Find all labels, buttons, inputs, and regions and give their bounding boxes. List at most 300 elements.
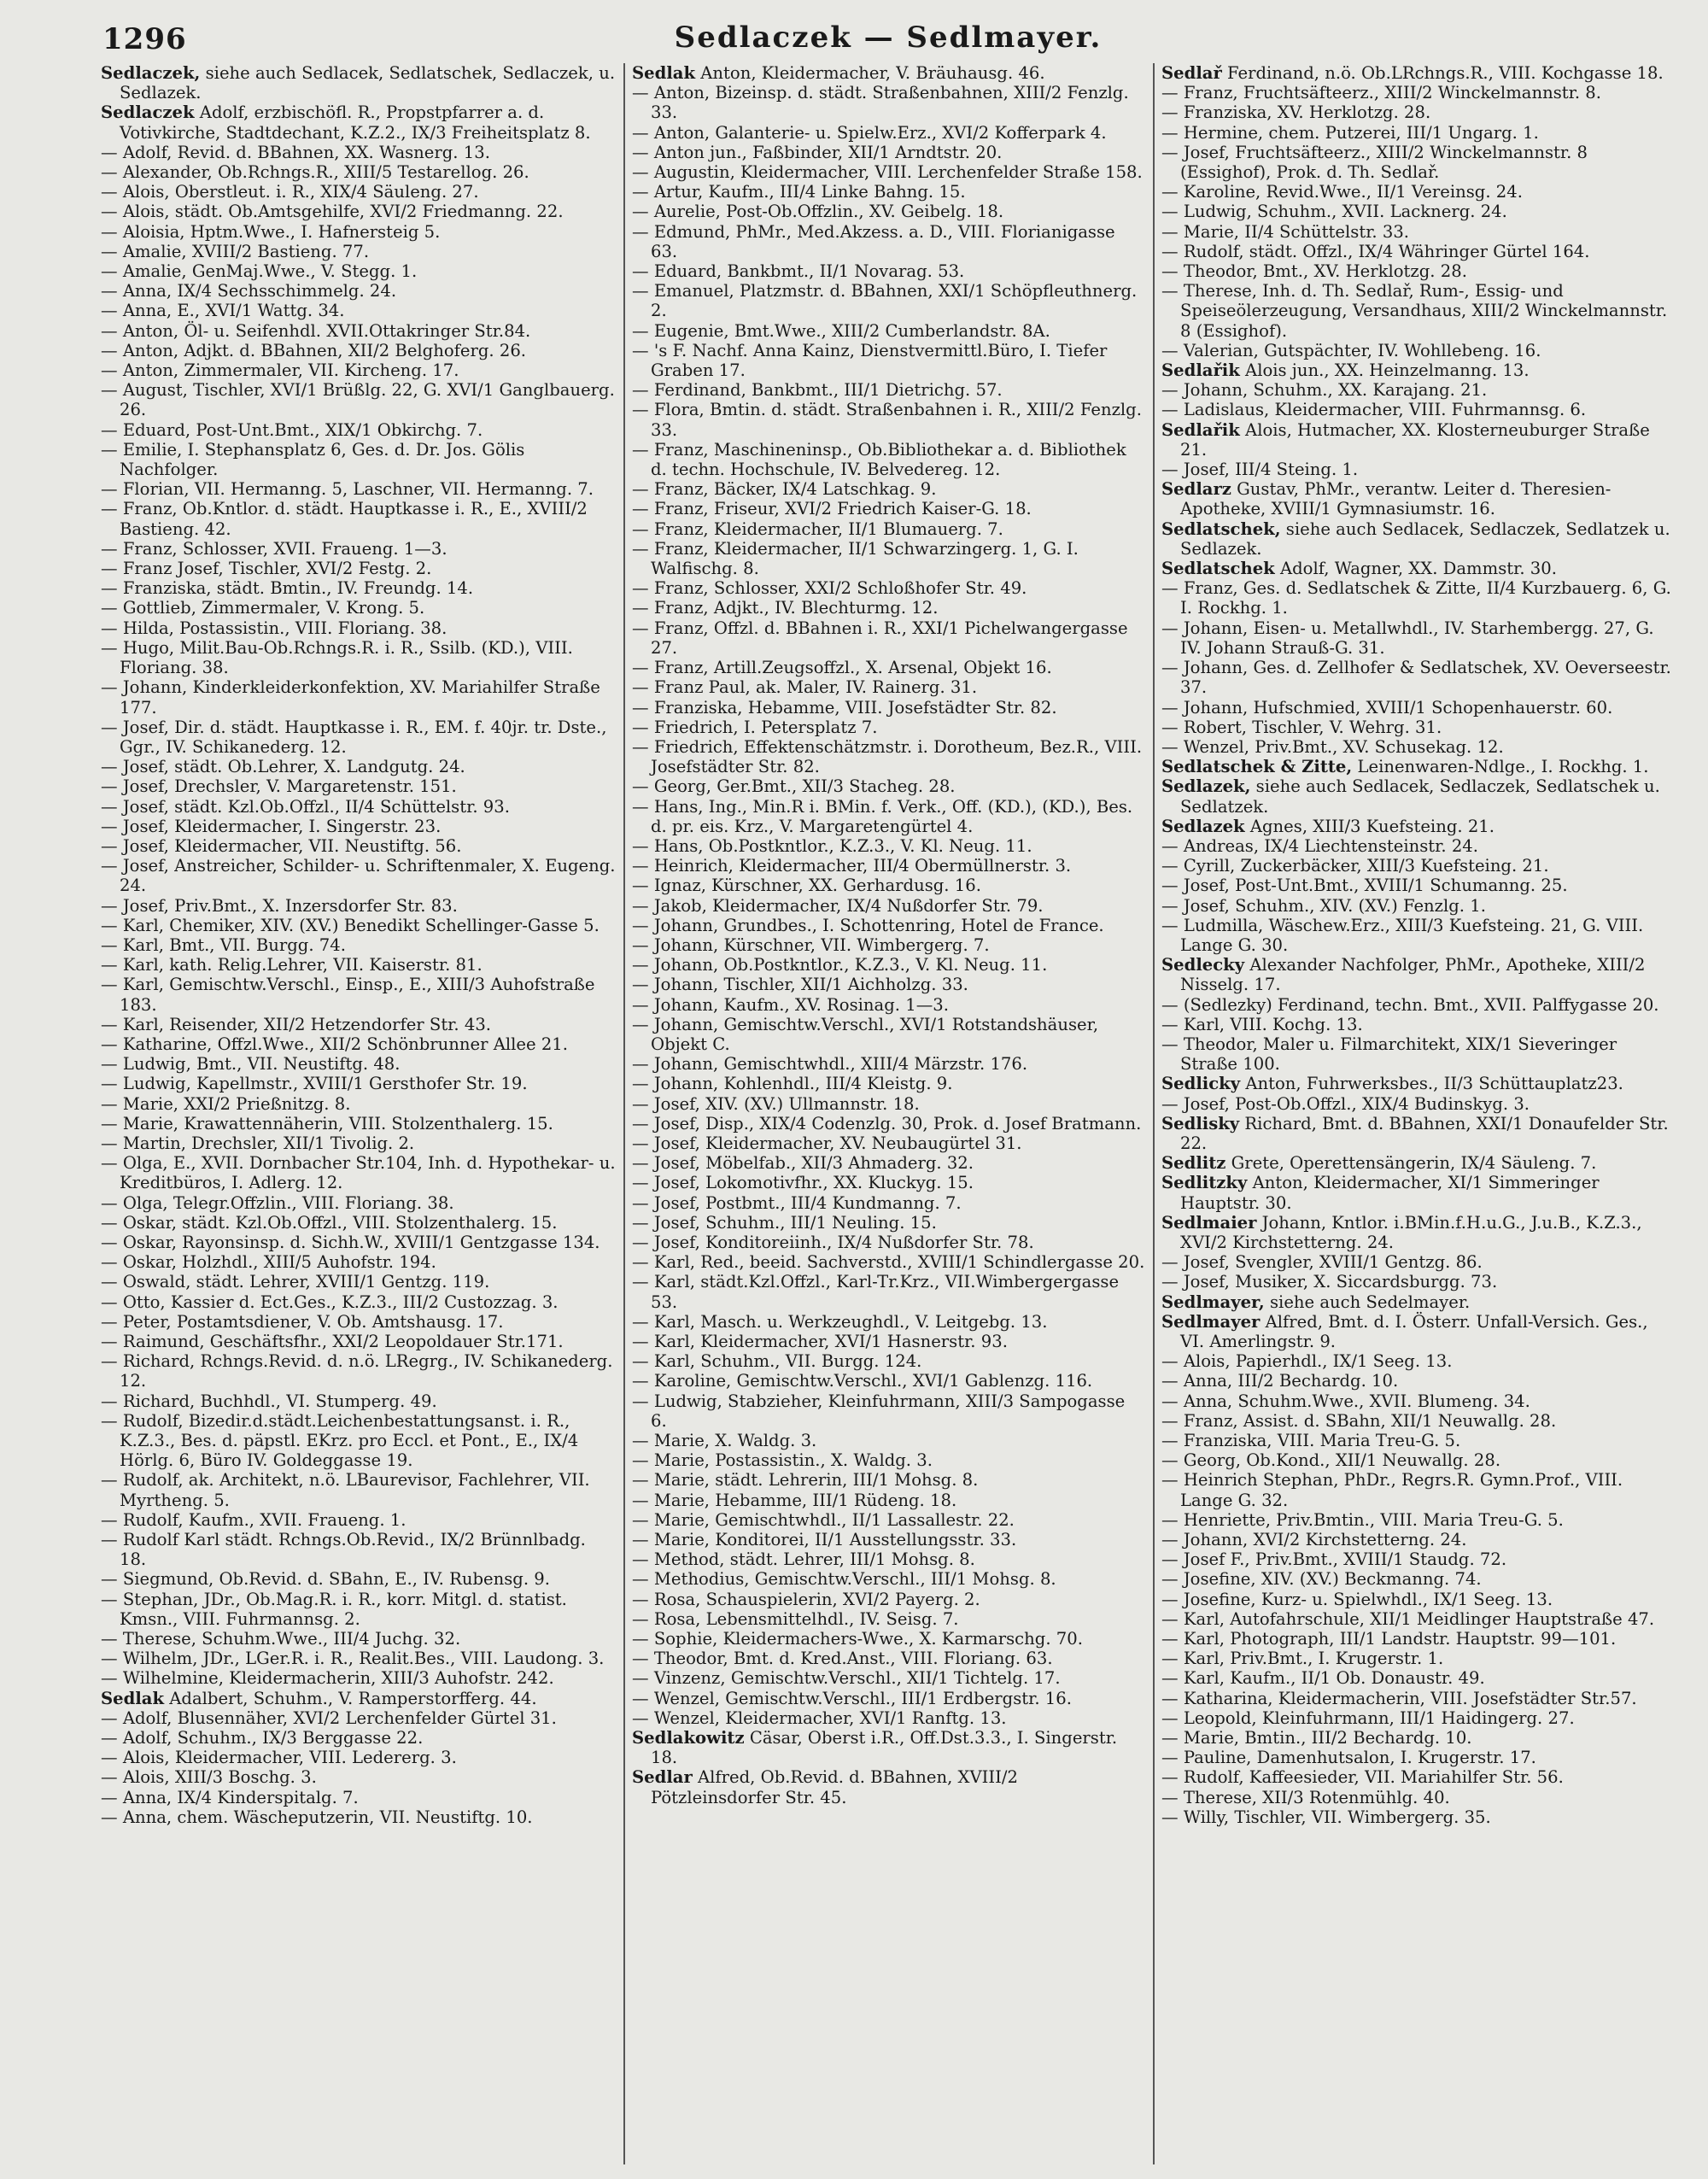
directory-entry bbox=[1161, 1807, 1676, 1827]
directory-entry bbox=[101, 261, 617, 281]
directory-entry bbox=[101, 559, 617, 578]
entry-text: — Therese, Schuhm.Wwe., III/4 Juchg. 32. bbox=[101, 1629, 461, 1649]
entry-text: — Josef, Post-Unt.Bmt., XVIII/1 Schumanng. 25. bbox=[1161, 876, 1568, 896]
entry-text: — Amalie, GenMaj.Wwe., V. Stegg. 1. bbox=[101, 261, 418, 282]
directory-entry bbox=[1161, 202, 1676, 221]
directory-entry bbox=[1161, 1649, 1676, 1668]
entry-text: — Rosa, Lebensmittelhdl., IV. Seisg. 7. bbox=[632, 1608, 959, 1629]
directory-entry bbox=[632, 975, 1146, 994]
entry-text: Anton, Kleidermacher, XI/1 Simmeringer Hauptstr. 30. bbox=[1180, 1173, 1600, 1213]
directory-entry bbox=[1161, 995, 1676, 1015]
directory-entry bbox=[632, 1450, 1146, 1470]
entry-text: — Wilhelm, JDr., LGer.R. i. R., Realit.Bes., VIII. Laudong. 3. bbox=[101, 1649, 605, 1669]
entry-text: — Anton, Zimmermaler, VII. Kircheng. 17. bbox=[101, 360, 459, 381]
directory-entry bbox=[101, 1411, 617, 1471]
entry-text: — Anna, IX/4 Sechsschimmelg. 24. bbox=[101, 281, 397, 302]
entry-text: Alfred, Ob.Revid. d. BBahnen, XVIII/2 Pötzleinsdorfer Str. 45. bbox=[651, 1767, 1018, 1807]
entry-text: Anton, Fuhrwerksbes., II/3 Schüttauplatz23. bbox=[1240, 1074, 1623, 1094]
entry-text: siehe auch Sedlacek, Sedlatschek, Sedlaczek, u. Sedlazek. bbox=[120, 63, 616, 103]
entry-text: — Otto, Kassier d. Ect.Ges., K.Z.3., III/2 Custozzag. 3. bbox=[101, 1292, 559, 1312]
entry-text: — Josef, Kleidermacher, VII. Neustiftg. 56. bbox=[101, 835, 462, 856]
entry-surname: Sedlař bbox=[1161, 63, 1222, 83]
entry-text: — Adolf, Schuhm., IX/3 Berggasse 22. bbox=[101, 1728, 424, 1748]
directory-entry bbox=[101, 975, 617, 1014]
entry-text: — Josef, Möbelfab., XII/3 Ahmaderg. 32. bbox=[632, 1153, 974, 1174]
directory-entry bbox=[101, 1728, 617, 1748]
directory-entry bbox=[632, 916, 1146, 935]
directory-entry bbox=[1161, 1252, 1676, 1272]
directory-entry bbox=[1161, 896, 1676, 916]
entry-text: — Marie, Konditorei, II/1 Ausstellungsstr. 33. bbox=[632, 1530, 1017, 1550]
entry-text: — Andreas, IX/4 Liechtensteinstr. 24. bbox=[1161, 835, 1478, 856]
entry-text: — Aloisia, Hptm.Wwe., I. Hafnersteig 5. bbox=[101, 221, 441, 242]
entry-text: — Olga, E., XVII. Dornbacher Str.104, Inh. d. Hypothekar- u. Kreditbüros, I. Adlerg. 12. bbox=[101, 1153, 616, 1193]
directory-entry bbox=[632, 1629, 1146, 1649]
entry-text: — Franz, Kleidermacher, II/1 Schwarzingerg. 1, G. I. Walfischg. 8. bbox=[632, 538, 1079, 579]
entry-text: — Johann, Eisen- u. Metallwhdl., IV. Starhembergg. 27, G. IV. Johann Strauß-G. 31. bbox=[1161, 618, 1654, 658]
entry-text: Johann, Kntlor. i.BMin.f.H.u.G., J.u.B., K.Z.3., XVI/2 Kirchstetterng. 24. bbox=[1180, 1212, 1642, 1252]
entry-text: — Franziska, XV. Herklotzg. 28. bbox=[1161, 103, 1431, 123]
directory-entry bbox=[632, 341, 1146, 380]
directory-entry bbox=[1161, 1629, 1676, 1649]
entry-text: — Flora, Bmtin. d. städt. Straßenbahnen i. R., XIII/2 Fenzlg. 33. bbox=[632, 400, 1142, 440]
entry-text: — Franz, Assist. d. SBahn, XII/1 Neuwallg. 28. bbox=[1161, 1410, 1557, 1431]
directory-entry bbox=[632, 737, 1146, 776]
directory-entry bbox=[632, 1391, 1146, 1431]
entry-text: — Alois, Kleidermacher, VIII. Ledererg. 3. bbox=[101, 1748, 457, 1768]
entry-text: — Katharina, Kleidermacherin, VIII. Josefstädter Str.57. bbox=[1161, 1688, 1637, 1708]
entry-text: — Rudolf, Bizedir.d.städt.Leichenbestattungsanst. i. R., K.Z.3., Bes. d. päpstl. EKrz. pro Eccl. et Pont., E., IX/4 Hörlg. 6, Büro IV. Goldeggasse 19. bbox=[101, 1410, 579, 1471]
entry-text: — Josefine, Kurz- u. Spielwhdl., IX/1 Seeg. 13. bbox=[1161, 1589, 1553, 1609]
entry-text: — Heinrich, Kleidermacher, III/4 Obermüllnerstr. 3. bbox=[632, 856, 1072, 876]
entry-text: — Johann, Ges. d. Zellhofer & Sedlatschek, XV. Oeverseestr. 37. bbox=[1161, 658, 1671, 698]
entry-text: — Josef, Post-Ob.Offzl., XIX/4 Budinskyg. 3. bbox=[1161, 1093, 1530, 1114]
directory-entry bbox=[632, 1549, 1146, 1569]
directory-entry bbox=[1161, 856, 1676, 876]
entry-text: — Hans, Ing., Min.R i. BMin. f. Verk., Off. (KD.), (KD.), Bes. d. pr. eis. Krz., V. Margaretengürtel 4. bbox=[632, 796, 1133, 836]
entry-text: — Oswald, städt. Lehrer, XVIII/1 Gentzg. 119. bbox=[101, 1272, 490, 1292]
directory-entry bbox=[101, 281, 617, 301]
directory-entry bbox=[1161, 757, 1676, 776]
directory-entry bbox=[101, 677, 617, 717]
directory-entry bbox=[101, 1668, 617, 1688]
directory-entry bbox=[632, 519, 1146, 539]
directory-entry bbox=[1161, 1590, 1676, 1609]
directory-entry bbox=[1161, 658, 1676, 697]
directory-entry bbox=[1161, 1788, 1676, 1807]
directory-entry bbox=[1161, 1569, 1676, 1589]
directory-entry bbox=[632, 1569, 1146, 1589]
directory-entry bbox=[101, 578, 617, 598]
directory-entry bbox=[1161, 242, 1676, 261]
directory-entry bbox=[101, 1015, 617, 1034]
directory-entry bbox=[101, 1292, 617, 1312]
entry-text: — Georg, Ger.Bmt., XII/3 Stacheg. 28. bbox=[632, 776, 956, 797]
directory-entry bbox=[632, 539, 1146, 578]
directory-entry bbox=[632, 1510, 1146, 1530]
entry-text: — Cyrill, Zuckerbäcker, XIII/3 Kuefsteing. 21. bbox=[1161, 856, 1549, 876]
directory-entry bbox=[101, 1569, 617, 1589]
entry-surname: Sedlicky bbox=[1161, 1074, 1241, 1094]
entry-text: — Rosa, Schauspielerin, XVI/2 Payerg. 2. bbox=[632, 1589, 980, 1609]
directory-entry bbox=[101, 1510, 617, 1530]
directory-entry bbox=[632, 479, 1146, 499]
entry-text: — Methodius, Gemischtw.Verschl., III/1 Mohsg. 8. bbox=[632, 1569, 1056, 1590]
directory-entry bbox=[101, 1748, 617, 1767]
entry-text: — Method, städt. Lehrer, III/1 Mohsg. 8. bbox=[632, 1549, 975, 1570]
directory-entry bbox=[632, 1689, 1146, 1708]
directory-entry bbox=[101, 1708, 617, 1728]
directory-entry bbox=[632, 1767, 1146, 1807]
entry-text: — Richard, Buchhdl., VI. Stumperg. 49. bbox=[101, 1391, 437, 1411]
entry-text: — Rudolf Karl städt. Rchngs.Ob.Revid., IX/2 Brünnlbadg. 18. bbox=[101, 1530, 586, 1570]
entry-text: — Anna, Schuhm.Wwe., XVII. Blumeng. 34. bbox=[1161, 1391, 1530, 1411]
entry-text: — Johann, Schuhm., XX. Karajang. 21. bbox=[1161, 380, 1488, 401]
entry-text: Adalbert, Schuhm., V. Ramperstorfferg. 44. bbox=[164, 1688, 537, 1708]
entry-text: — Hugo, Milit.Bau-Ob.Rchngs.R. i. R., Ssilb. (KD.), VIII. Floriang. 38. bbox=[101, 637, 573, 678]
entry-text: — Franz, Kleidermacher, II/1 Blumauerg. 7. bbox=[632, 518, 1003, 539]
directory-entry bbox=[1161, 281, 1676, 341]
entry-text: — Josef F., Priv.Bmt., XVIII/1 Staudg. 72. bbox=[1161, 1549, 1507, 1570]
directory-entry bbox=[1161, 698, 1676, 718]
directory-entry bbox=[1161, 420, 1676, 460]
directory-entry bbox=[632, 876, 1146, 895]
directory-entry bbox=[1161, 1351, 1676, 1371]
directory-entry bbox=[101, 1351, 617, 1391]
entry-text: Cäsar, Oberst i.R., Off.Dst.3.3., I. Singerstr. 18. bbox=[651, 1728, 1118, 1768]
entry-text: — Rudolf, Kaufm., XVII. Fraueng. 1. bbox=[101, 1509, 407, 1530]
directory-entry bbox=[632, 1213, 1146, 1233]
directory-entry bbox=[101, 1470, 617, 1509]
directory-entry bbox=[632, 321, 1146, 341]
directory-entry bbox=[101, 955, 617, 975]
directory-entry bbox=[1161, 380, 1676, 400]
entry-text: — Josef, Musiker, X. Siccardsburgg. 73. bbox=[1161, 1272, 1498, 1292]
directory-entry bbox=[101, 1034, 617, 1054]
directory-entry bbox=[101, 1629, 617, 1649]
entry-text: — Anton, Adjkt. d. BBahnen, XII/2 Belghoferg. 26. bbox=[101, 340, 527, 360]
directory-entry bbox=[632, 955, 1146, 975]
directory-entry bbox=[1161, 836, 1676, 856]
entry-text: — Peter, Postamtsdiener, V. Ob. Amtshausg. 17. bbox=[101, 1311, 504, 1332]
entry-surname: Sedlar bbox=[632, 1767, 693, 1788]
directory-entry bbox=[632, 1332, 1146, 1351]
entry-text: — Franz, Fruchtsäfteerz., XIII/2 Winckelmannstr. 8. bbox=[1161, 83, 1601, 103]
entry-text: — Friedrich, Effektenschätzmstr. i. Dorotheum, Bez.R., VIII. Josefstädter Str. 82. bbox=[632, 736, 1143, 777]
entry-text: — Josef, Svengler, XVIII/1 Gentzg. 86. bbox=[1161, 1252, 1483, 1273]
directory-entry bbox=[1161, 1431, 1676, 1450]
directory-entry bbox=[632, 836, 1146, 856]
entry-text: — Friedrich, I. Petersplatz 7. bbox=[632, 717, 878, 737]
directory-entry bbox=[101, 1788, 617, 1807]
entry-text: — Wilhelmine, Kleidermacherin, XIII/3 Auhofstr. 242. bbox=[101, 1668, 554, 1689]
directory-entry bbox=[1161, 1510, 1676, 1530]
directory-entry bbox=[101, 1133, 617, 1153]
entry-text: — Olga, Telegr.Offzlin., VIII. Floriang. 38. bbox=[101, 1192, 454, 1213]
entry-text: — Franz Paul, ak. Maler, IV. Rainerg. 31. bbox=[632, 677, 978, 698]
entry-text: — Josef, Konditoreiinh., IX/4 Nußdorfer Str. 78. bbox=[632, 1232, 1034, 1252]
directory-entry bbox=[632, 1173, 1146, 1192]
entry-text: — Marie, Postassistin., X. Waldg. 3. bbox=[632, 1450, 933, 1471]
entry-text: — Alois, XIII/3 Boschg. 3. bbox=[101, 1767, 317, 1788]
directory-entry bbox=[101, 380, 617, 419]
entry-surname: Sedlazek, bbox=[1161, 776, 1251, 797]
entry-text: — August, Tischler, XVI/1 Brüßlg. 22, G. XVI/1 Ganglbauerg. 26. bbox=[101, 380, 615, 420]
entry-text: — Franz, Offzl. d. BBahnen i. R., XXI/1 Pichelwangergasse 27. bbox=[632, 618, 1128, 658]
entry-text: — 's F. Nachf. Anna Kainz, Dienstvermittl.Büro, I. Tiefer Graben 17. bbox=[632, 340, 1108, 381]
directory-entry bbox=[1161, 63, 1676, 83]
directory-entry bbox=[101, 1807, 617, 1827]
entry-text: — Johann, Gemischtw.Verschl., XVI/1 Rotstandshäuser, Objekt C. bbox=[632, 1014, 1099, 1054]
entry-text: — Oskar, städt. Kzl.Ob.Offzl., VIII. Stolzenthalerg. 15. bbox=[101, 1212, 558, 1233]
entry-text: — Pauline, Damenhutsalon, I. Krugerstr. 17. bbox=[1161, 1748, 1536, 1768]
directory-entry bbox=[101, 182, 617, 202]
directory-entry bbox=[101, 539, 617, 559]
entry-text: — Emanuel, Platzmstr. d. BBahnen, XXI/1 Schöpfleuthnerg. 2. bbox=[632, 281, 1138, 321]
page-header bbox=[102, 19, 1674, 62]
directory-entry bbox=[101, 162, 617, 182]
entry-text: — Johann, Kaufm., XV. Rosinag. 1—3. bbox=[632, 994, 949, 1015]
directory-entry bbox=[632, 261, 1146, 281]
directory-entry bbox=[1161, 103, 1676, 122]
entry-surname: Sedlitz bbox=[1161, 1153, 1226, 1174]
directory-entry bbox=[1161, 261, 1676, 281]
directory-entry bbox=[1161, 1015, 1676, 1034]
directory-entry bbox=[1161, 1074, 1676, 1093]
entry-text: — Ludwig, Bmt., VII. Neustiftg. 48. bbox=[101, 1054, 401, 1075]
directory-entry bbox=[632, 182, 1146, 202]
entry-text: — Josef, Kleidermacher, I. Singerstr. 23. bbox=[101, 816, 442, 836]
entry-text: — Anton, Bizeinsp. d. städt. Straßenbahnen, XIII/2 Fenzlg. 33. bbox=[632, 83, 1129, 123]
directory-entry bbox=[101, 618, 617, 638]
directory-entry bbox=[101, 1233, 617, 1252]
entry-text: — Henriette, Priv.Bmtin., VIII. Maria Treu-G. 5. bbox=[1161, 1509, 1564, 1530]
directory-entry bbox=[1161, 1153, 1676, 1173]
directory-entry bbox=[632, 202, 1146, 221]
entry-text: — Therese, Inh. d. Th. Sedlař, Rum-, Essig- und Speiseölerzeugung, Versandhaus, XIII/2 Winckelmannstr. 8 (Essighof). bbox=[1161, 281, 1668, 341]
directory-entry bbox=[1161, 578, 1676, 618]
entry-text: — Ferdinand, Bankbmt., III/1 Dietrichg. 57. bbox=[632, 380, 1003, 401]
directory-entry bbox=[101, 1272, 617, 1292]
directory-entry bbox=[632, 1351, 1146, 1371]
directory-entry bbox=[632, 797, 1146, 836]
entry-text: — Ignaz, Kürschner, XX. Gerhardusg. 16. bbox=[632, 876, 981, 896]
entry-text: — Josef, III/4 Steing. 1. bbox=[1161, 460, 1359, 480]
directory-entry bbox=[632, 63, 1146, 83]
entry-text: — Josefine, XIV. (XV.) Beckmanng. 74. bbox=[1161, 1569, 1482, 1590]
directory-entry bbox=[632, 83, 1146, 122]
entry-surname: Sedlatschek bbox=[1161, 559, 1275, 579]
directory-entry bbox=[101, 63, 617, 103]
entry-text: — Therese, XII/3 Rotenmühlg. 40. bbox=[1161, 1787, 1450, 1807]
directory-entry bbox=[1161, 618, 1676, 658]
entry-text: — Karl, Kaufm., II/1 Ob. Donaustr. 49. bbox=[1161, 1668, 1485, 1689]
entry-text: — Wenzel, Priv.Bmt., XV. Schusekag. 12. bbox=[1161, 736, 1504, 757]
directory-entry bbox=[1161, 1371, 1676, 1391]
directory-entry bbox=[632, 1590, 1146, 1609]
entry-text: — Franziska, Hebamme, VIII. Josefstädter Str. 82. bbox=[632, 697, 1057, 718]
directory-entry bbox=[632, 578, 1146, 598]
entry-text: — Josef, Priv.Bmt., X. Inzersdorfer Str. 83. bbox=[101, 895, 458, 916]
directory-entry bbox=[1161, 916, 1676, 955]
directory-entry bbox=[101, 242, 617, 261]
entry-text: Alfred, Bmt. d. I. Österr. Unfall-Versich. Ges., VI. Amerlingstr. 9. bbox=[1180, 1311, 1648, 1351]
entry-text: — Franz, Schlosser, XVII. Fraueng. 1—3. bbox=[101, 538, 447, 559]
directory-entry bbox=[101, 935, 617, 955]
entry-text: — Anna, III/2 Bechardg. 10. bbox=[1161, 1371, 1399, 1391]
entry-surname: Sedlatschek, bbox=[1161, 518, 1281, 539]
entry-text: — Ludmilla, Wäschew.Erz., XIII/3 Kuefsteing. 21, G. VIII. Lange G. 30. bbox=[1161, 915, 1644, 955]
directory-entry bbox=[101, 836, 617, 856]
entry-text: — Hermine, chem. Putzerei, III/1 Ungarg. 1. bbox=[1161, 122, 1539, 143]
entry-text: Alexander Nachfolger, PhMr., Apotheke, XIII/2 Nisselg. 17. bbox=[1180, 955, 1646, 995]
entry-surname: Sedlatschek & Zitte, bbox=[1161, 757, 1353, 777]
entry-text: siehe auch Sedlacek, Sedlaczek, Sedlatzek u. Sedlazek. bbox=[1180, 518, 1670, 559]
directory-entry bbox=[632, 281, 1146, 320]
directory-entry bbox=[1161, 1668, 1676, 1688]
entry-text: Gustav, PhMr., verantw. Leiter d. Theresien-Apotheke, XVIII/1 Gymnasiumstr. 16. bbox=[1180, 479, 1611, 519]
running-title: Sedlaczek — Sedlmayer. bbox=[674, 21, 1103, 55]
entry-text: — Theodor, Bmt. d. Kred.Anst., VIII. Floriang. 63. bbox=[632, 1649, 1053, 1669]
directory-entry bbox=[101, 202, 617, 221]
entry-text: — Karl, Kleidermacher, XVI/1 Hasnerstr. 93. bbox=[632, 1332, 1008, 1351]
entry-text: — Josef, XIV. (XV.) Ullmannstr. 18. bbox=[632, 1093, 920, 1114]
directory-entry bbox=[101, 360, 617, 380]
directory-entry bbox=[1161, 360, 1676, 380]
directory-entry bbox=[101, 222, 617, 242]
directory-entry bbox=[632, 896, 1146, 916]
entry-text: — Franz, Friseur, XVI/2 Friedrich Kaiser-G. 18. bbox=[632, 499, 1032, 519]
entry-text: — Rudolf, städt. Offzl., IX/4 Währinger Gürtel 164. bbox=[1161, 241, 1590, 261]
directory-entry bbox=[632, 1491, 1146, 1510]
column-2 bbox=[623, 63, 1153, 2164]
entry-text: — Anna, chem. Wäscheputzerin, VII. Neustiftg. 10. bbox=[101, 1807, 533, 1827]
entry-surname: Sedlazek bbox=[1161, 816, 1245, 836]
entry-text: — Johann, XVI/2 Kirchstetterng. 24. bbox=[1161, 1530, 1467, 1550]
directory-entry bbox=[101, 1114, 617, 1133]
entry-text: — Emilie, I. Stephansplatz 6, Ges. d. Dr. Jos. Gölis Nachfolger. bbox=[101, 439, 525, 480]
entry-surname: Sedlařik bbox=[1161, 360, 1240, 381]
entry-text: — Marie, XXI/2 Prießnitzg. 8. bbox=[101, 1093, 351, 1114]
directory-entry bbox=[1161, 1213, 1676, 1252]
entry-text: Anton, Kleidermacher, V. Bräuhausg. 46. bbox=[695, 63, 1045, 83]
directory-entry bbox=[1161, 1767, 1676, 1787]
directory-entry bbox=[101, 321, 617, 341]
entry-text: — Franziska, städt. Bmtin., IV. Freundg. 14. bbox=[101, 578, 474, 599]
entry-text: Alois jun., XX. Heinzelmanng. 13. bbox=[1239, 360, 1530, 381]
directory-entry bbox=[101, 638, 617, 677]
directory-entry bbox=[632, 1530, 1146, 1549]
entry-text: — Anton, Galanterie- u. Spielw.Erz., XVI/2 Kofferpark 4. bbox=[632, 122, 1107, 143]
entry-surname: Sedlak bbox=[101, 1688, 165, 1708]
entry-text: — Karl, Priv.Bmt., I. Krugerstr. 1. bbox=[1161, 1649, 1444, 1669]
entry-text: — Wenzel, Kleidermacher, XVI/1 Ranftg. 13. bbox=[632, 1707, 1007, 1728]
entry-text: — Raimund, Geschäftsfhr., XXI/2 Leopoldauer Str.171. bbox=[101, 1332, 564, 1351]
directory-entry bbox=[1161, 1470, 1676, 1509]
directory-entry bbox=[632, 1649, 1146, 1668]
entry-text: — Josef, Dir. d. städt. Hauptkasse i. R., EM. f. 40jr. tr. Dste., Ggr., IV. Schikanederg. 12. bbox=[101, 717, 607, 757]
directory-entry bbox=[1161, 559, 1676, 578]
directory-entry bbox=[101, 896, 617, 916]
entry-text: — Rudolf, ak. Architekt, n.ö. LBaurevisor, Fachlehrer, VII. Myrtheng. 5. bbox=[101, 1470, 590, 1510]
directory-entry bbox=[632, 1312, 1146, 1332]
entry-text: — Josef, Disp., XIX/4 Codenzlg. 30, Prok. d. Josef Bratmann. bbox=[632, 1113, 1142, 1133]
directory-entry bbox=[1161, 1549, 1676, 1569]
entry-text: — Josef, Fruchtsäfteerz., XIII/2 Winckelmannstr. 8 (Essighof), Prok. d. Th. Sedlař. bbox=[1161, 142, 1588, 183]
entry-text: — Anton jun., Faßbinder, XII/1 Arndtstr. 20. bbox=[632, 142, 1003, 162]
entry-text: Ferdinand, n.ö. Ob.LRchngs.R., VIII. Kochgasse 18. bbox=[1221, 63, 1664, 83]
entry-text: — Karl, Schuhm., VII. Burgg. 124. bbox=[632, 1351, 922, 1372]
directory-entry bbox=[101, 420, 617, 440]
directory-entry bbox=[1161, 1748, 1676, 1767]
entry-text: — Johann, Ob.Postkntlor., K.Z.3., V. Kl. Neug. 11. bbox=[632, 955, 1048, 975]
directory-entry bbox=[632, 222, 1146, 261]
directory-entry bbox=[632, 1094, 1146, 1114]
directory-entry bbox=[1161, 1173, 1676, 1212]
entry-text: — Anna, E., XVI/1 Wattg. 34. bbox=[101, 301, 345, 321]
entry-text: — Theodor, Bmt., XV. Herklotzg. 28. bbox=[1161, 261, 1467, 282]
directory-entry bbox=[101, 1193, 617, 1213]
directory-entry bbox=[101, 479, 617, 499]
directory-entry bbox=[1161, 1292, 1676, 1312]
directory-entry bbox=[1161, 1094, 1676, 1114]
entry-text: — Siegmund, Ob.Revid. d. SBahn, E., IV. Rubensg. 9. bbox=[101, 1569, 550, 1590]
entry-text: — Ladislaus, Kleidermacher, VIII. Fuhrmannsg. 6. bbox=[1161, 400, 1587, 420]
entry-text: — Karl, Red., beeid. Sachverstd., XVIII/1 Schindlergasse 20. bbox=[632, 1252, 1145, 1273]
directory-entry bbox=[1161, 817, 1676, 836]
directory-entry bbox=[101, 1767, 617, 1787]
directory-entry bbox=[101, 856, 617, 895]
entry-text: — Karl, kath. Relig.Lehrer, VII. Kaiserstr. 81. bbox=[101, 955, 483, 975]
entry-text: — Anton, Öl- u. Seifenhdl. XVII.Ottakringer Str.84. bbox=[101, 320, 531, 341]
entry-text: — Josef, Schuhm., III/1 Neuling. 15. bbox=[632, 1212, 937, 1233]
entry-text: — Willy, Tischler, VII. Wimbergerg. 35. bbox=[1161, 1807, 1491, 1827]
directory-entry bbox=[101, 718, 617, 757]
directory-entry bbox=[101, 1074, 617, 1093]
directory-entry bbox=[632, 400, 1146, 439]
directory-entry bbox=[101, 143, 617, 162]
directory-entry bbox=[1161, 143, 1676, 182]
directory-entry bbox=[632, 1114, 1146, 1133]
entry-text: — Alois, Oberstleut. i. R., XIX/4 Säuleng. 27. bbox=[101, 182, 479, 202]
directory-entry bbox=[101, 916, 617, 935]
column-1 bbox=[94, 63, 623, 2164]
entry-text: — Karoline, Gemischtw.Verschl., XVI/1 Gablenzg. 116. bbox=[632, 1371, 1093, 1391]
entry-text: — Marie, städt. Lehrerin, III/1 Mohsg. 8. bbox=[632, 1470, 979, 1491]
directory-entry bbox=[632, 123, 1146, 143]
directory-entry bbox=[632, 677, 1146, 697]
entry-text: — Hilda, Postassistin., VIII. Floriang. 38. bbox=[101, 618, 447, 638]
entry-text: — Johann, Grundbes., I. Schottenring, Hotel de France. bbox=[632, 915, 1104, 935]
directory-entry bbox=[632, 1272, 1146, 1311]
directory-entry bbox=[101, 341, 617, 360]
entry-text: — Johann, Hufschmied, XVIII/1 Schopenhauerstr. 60. bbox=[1161, 697, 1613, 718]
directory-entry bbox=[632, 935, 1146, 955]
entry-text: — Franz, Ob.Kntlor. d. städt. Hauptkasse i. R., E., XVIII/2 Bastieng. 42. bbox=[101, 499, 588, 539]
directory-entry bbox=[101, 1689, 617, 1708]
entry-text: — Gottlieb, Zimmermaler, V. Krong. 5. bbox=[101, 598, 425, 618]
directory-entry bbox=[1161, 1530, 1676, 1549]
entry-text: — Vinzenz, Gemischtw.Verschl., XII/1 Tichtelg. 17. bbox=[632, 1668, 1061, 1689]
directory-entry bbox=[101, 1054, 617, 1074]
entry-text: — Marie, Hebamme, III/1 Rüdeng. 18. bbox=[632, 1490, 957, 1510]
entry-text: — Josef, Lokomotivfhr., XX. Kluckyg. 15. bbox=[632, 1173, 974, 1193]
entry-text: — Marie, Bmtin., III/2 Bechardg. 10. bbox=[1161, 1728, 1472, 1748]
entry-text: — Oskar, Holzhdl., XIII/5 Auhofstr. 194. bbox=[101, 1252, 436, 1273]
entry-text: — Florian, VII. Hermanng. 5, Laschner, VII. Hermanng. 7. bbox=[101, 479, 594, 500]
directory-entry bbox=[1161, 1034, 1676, 1074]
directory-entry bbox=[1161, 479, 1676, 518]
